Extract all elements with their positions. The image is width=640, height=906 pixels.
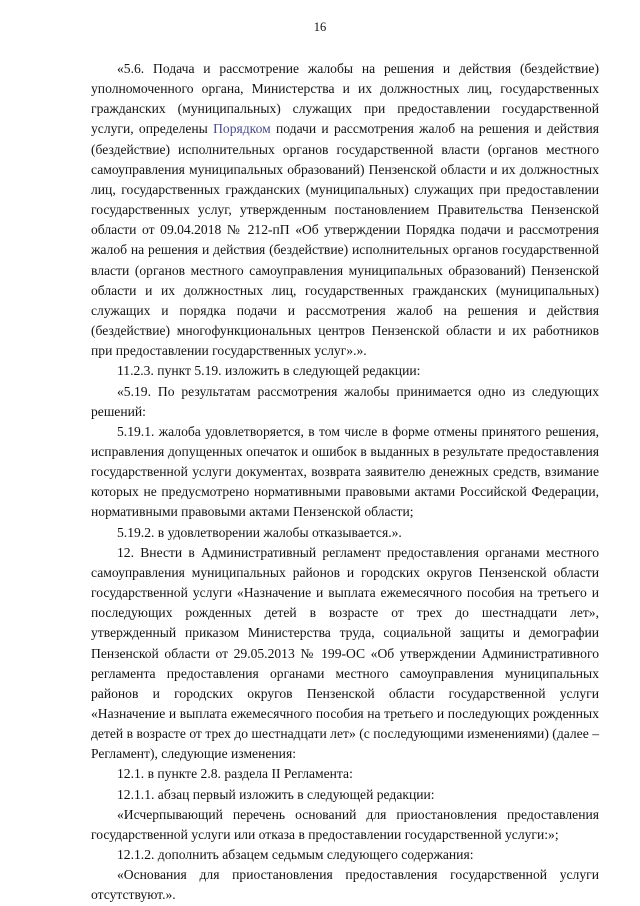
paragraph-quote-list: «Исчерпывающий перечень оснований для приостановления предоставления государственной услуги или отказа в предоставлении государственной услуги:»; — [91, 806, 599, 842]
paragraph-12: 12. Внести в Административный регламент предоставления органами местного самоуправления муниципальных районов и городских округов Пензенской области государственной услуги «Назначение и выплата ежемесячного пособия на третьего и последующих рожденных детей в возрасте от трех до шестнадцати лет», утвержденный приказом Министерства труда, социальной защиты и демографии Пензенской области от 29.05.2013 № 199-ОС «Об утверждении Административного регламента предоставления органами местного самоуправления муниципальных районов и городских округов Пензенской области государственной услуги «Назначение и выплата ежемесячного пособия на третьего и последующих рожденных детей в возрасте от трех до шестнадцати лет» (с последующими изменениями) (далее – Регламент), следующие изменения: — [91, 544, 599, 762]
paragraph-5-19-1: 5.19.1. жалоба удовлетворяется, в том числе в форме отмены принятого решения, исправления допущенных опечаток и ошибок в выданных в результате предоставления государственной услуги документах, возврата заявителю денежных средств, взимание которых не предусмотрено нормативными правовыми актами Российской Федерации, нормативными правовыми актами Пензенской области; — [91, 423, 599, 520]
paragraph-12-1-2: 12.1.2. дополнить абзацем седьмым следующего содержания: — [117, 847, 474, 863]
paragraph-12-1-1: 12.1.1. абзац первый изложить в следующей редакции: — [117, 786, 435, 802]
paragraph-5-6 — [91, 59, 599, 361]
paragraph-5-19: «5.19. По результатам рассмотрения жалобы принимается одно из следующих решений: — [91, 383, 599, 419]
paragraph-12-1: 12.1. в пункте 2.8. раздела II Регламента: — [117, 766, 353, 782]
document-body — [91, 59, 599, 906]
paragraph-text: «5.6. Подача и рассмотрение жалобы на решения и действия (бездействие) уполномоченного органа, Министерства и их должностных лиц, государственных гражданских (муниципальных) служащих при предоставлении государственной услуги, определены — [91, 61, 599, 137]
poryadok-link[interactable]: Порядком — [213, 121, 271, 137]
page-number: 16 — [313, 20, 327, 34]
paragraph-11-2-3: 11.2.3. пункт 5.19. изложить в следующей редакции: — [117, 363, 421, 379]
paragraph-5-19-2: 5.19.2. в удовлетворении жалобы отказывается.». — [117, 524, 402, 540]
paragraph-quote-grounds: «Основания для приостановления предоставления государственной услуги отсутствуют.». — [91, 867, 599, 903]
paragraph-text: подачи и рассмотрения жалоб на решения и действия (бездействие) исполнительных органов государственной власти (органов местного самоуправления муниципальных образований) Пензенской области и их должностных лиц, государственных гражданских (муниципальных) служащих при предоставлении государственных услуг, утвержденным постановлением Правительства Пензенской области от 09.04.2018 № 212-пП «Об утверждении Порядка подачи и рассмотрения жалоб на решения и действия (бездействие) исполнительных органов государственной власти (органов местного самоуправления муниципальных образований) Пензенской области и их должностных лиц, государственных гражданских (муниципальных) служащих и порядка подачи и рассмотрения жалоб на решения и действия (бездействие) многофункциональных центров Пензенской области и их работников при предоставлении государственных услуг».». — [91, 121, 600, 359]
